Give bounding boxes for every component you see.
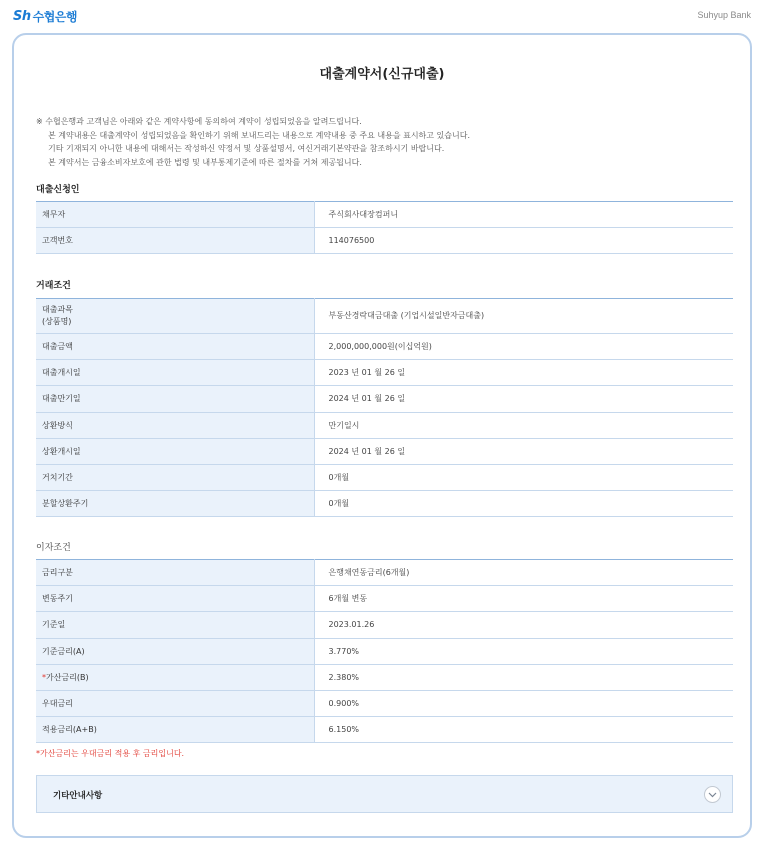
table-row — [36, 612, 733, 638]
other-info-accordion[interactable] — [36, 775, 733, 813]
table-row — [36, 438, 733, 464]
notice-line: ※ 수협은행과 고객님은 아래와 같은 계약사항에 동의하여 계약이 성립되었음을 알려드립니다. — [36, 117, 362, 126]
row-label: 변동주기 — [36, 586, 314, 612]
row-label: 기준금리(A) — [36, 638, 314, 664]
applicant-table — [36, 201, 733, 254]
row-value: 114076500 — [314, 228, 733, 254]
row-value: 2024 년 01 월 26 일 — [314, 386, 733, 412]
table-row — [36, 664, 733, 690]
row-label: 거치기간 — [36, 464, 314, 490]
logo-mark: Sh — [13, 8, 31, 24]
row-value: 주식회사대장컴퍼니 — [314, 202, 733, 228]
row-label-text: 가산금리(B) — [46, 672, 89, 682]
row-label: 대출만기일 — [36, 386, 314, 412]
row-value: 6개월 변동 — [314, 586, 733, 612]
row-label: 고객번호 — [36, 228, 314, 254]
row-value: 0.900% — [314, 690, 733, 716]
bank-logo[interactable] — [13, 7, 77, 25]
table-row — [36, 334, 733, 360]
row-label: 채무자 — [36, 202, 314, 228]
row-label: 상환방식 — [36, 412, 314, 438]
row-value: 은행채연동금리(6개월) — [314, 560, 733, 586]
table-row — [36, 360, 733, 386]
product-label-line2: (상품명) — [42, 317, 72, 326]
table-row — [36, 717, 733, 743]
row-value: 2024 년 01 월 26 일 — [314, 438, 733, 464]
row-value: 0개월 — [314, 464, 733, 490]
table-row — [36, 560, 733, 586]
chevron-down-icon[interactable] — [704, 786, 721, 803]
row-label: 적용금리(A+B) — [36, 717, 314, 743]
accordion-label: 기타안내사항 — [53, 791, 103, 801]
row-value: 2023 년 01 월 26 일 — [314, 360, 733, 386]
table-row — [36, 464, 733, 490]
interest-footnote: *가산금리는 우대금리 적용 후 금리입니다. — [36, 749, 185, 758]
notice-line: 본 계약내용은 대출계약이 성립되었음을 확인하기 위해 보내드리는 내용으로 계약내용 중 주요 내용을 표시하고 있습니다. — [48, 130, 470, 140]
contract-card — [12, 33, 752, 838]
table-row — [36, 386, 733, 412]
bank-name-en: Suhyup Bank — [697, 10, 751, 20]
notice-line: 본 계약서는 금융소비자보호에 관한 법령 및 내부통제기준에 따른 절차를 거쳐 제공됩니다. — [48, 157, 362, 167]
row-label: 대출개시일 — [36, 360, 314, 386]
row-label: 분할상환주기 — [36, 491, 314, 517]
section-title-applicant: 대출신청인 — [36, 185, 80, 195]
row-label — [36, 664, 314, 690]
table-row — [36, 638, 733, 664]
table-row — [36, 586, 733, 612]
table-row — [36, 299, 733, 334]
row-label: 금리구분 — [36, 560, 314, 586]
interest-table — [36, 559, 733, 743]
row-label: 우대금리 — [36, 690, 314, 716]
row-label: 기준일 — [36, 612, 314, 638]
row-value: 부동산경락대금대출 (기업시설일반자금대출) — [314, 299, 733, 334]
table-row — [36, 690, 733, 716]
row-value: 6.150% — [314, 717, 733, 743]
notice-text — [36, 115, 470, 169]
row-value: 2023.01.26 — [314, 612, 733, 638]
product-label-line1: 대출과목 — [42, 305, 73, 314]
row-value: 만기일시 — [314, 412, 733, 438]
row-value: 2,000,000,000원(이십억원) — [314, 334, 733, 360]
table-row — [36, 491, 733, 517]
row-value: 2.380% — [314, 664, 733, 690]
row-value: 0개월 — [314, 491, 733, 517]
table-row — [36, 228, 733, 254]
logo-name: 수협은행 — [32, 9, 77, 24]
section-title-terms: 거래조건 — [36, 281, 71, 291]
notice-line: 기타 기재되지 아니한 내용에 대해서는 작성하신 약정서 및 상품설명서, 여신거래기본약관을 참조하시기 바랍니다. — [48, 144, 445, 153]
row-label: 상환개시일 — [36, 438, 314, 464]
row-label — [36, 299, 314, 334]
terms-table — [36, 298, 733, 517]
required-marker: * — [42, 672, 46, 682]
row-value: 3.770% — [314, 638, 733, 664]
section-title-interest: 이자조건 — [36, 543, 71, 553]
table-row — [36, 412, 733, 438]
top-bar — [0, 0, 773, 32]
table-row — [36, 202, 733, 228]
row-label: 대출금액 — [36, 334, 314, 360]
page-title: 대출계약서(신규대출) — [319, 67, 445, 82]
